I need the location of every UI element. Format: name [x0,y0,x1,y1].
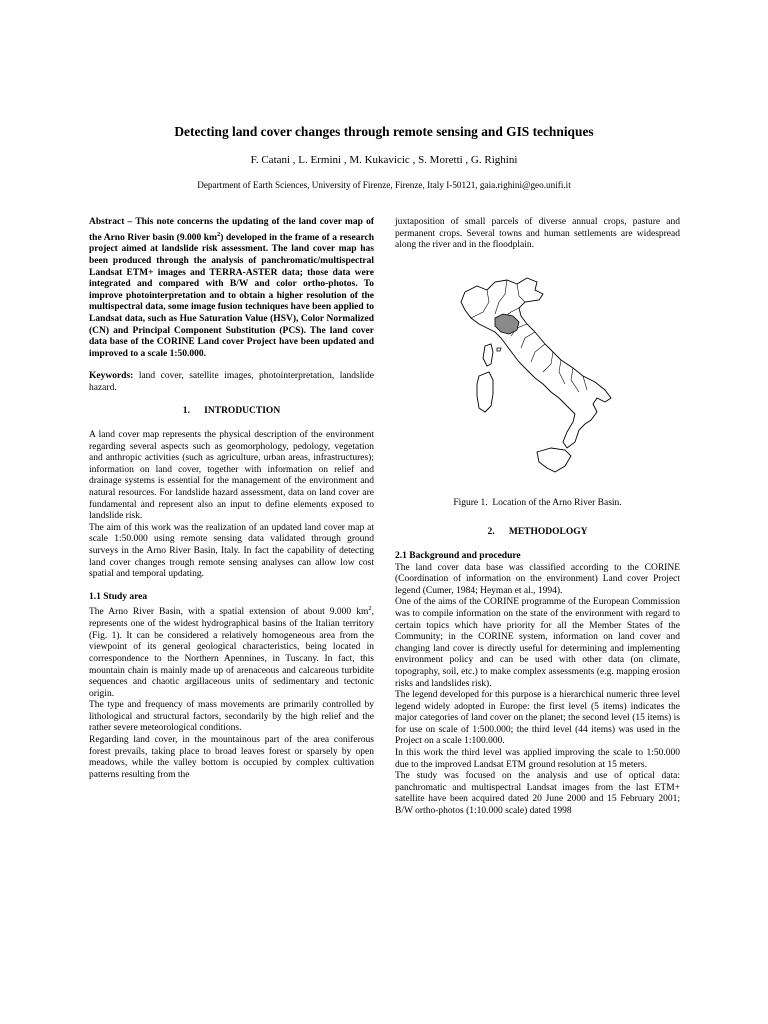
abstract [89,217,374,360]
introduction-paragraph: The aim of this work was the realization of an updated land cover map at scale 1:50.000 using remote sensing data validated through ground surveys in the Arno River Basin, Italy. In fact the capability of detecting land cover changes trough remote sensing analyses can allow low cost spatial and temporal updating. [89,522,374,580]
study-area-text-b: , represents one of the widest hydrographical basins of the Italian territory (Fig. 1). It can be considered a relatively homogeneous area from the viewpoint of its general geological characteristics, being located in correspondence to the Northern Apennines, in Tuscany. In fact, this mountain chain is mainly made up of arenaceous and calcareous turbidite sequences and chaotic argillaceous units of sedimentary and tectonic origin. [89,607,374,699]
methodology-heading: 2. METHODOLOGY [487,527,588,538]
author-list: F. Catani , L. Ermini , M. Kukavicic , S. Moretti , G. Righini [250,154,518,166]
keywords-text: land cover, satellite images, photointerpretation, landslide hazard. [89,371,374,393]
figure-italy-map [395,272,680,490]
background-paragraph: In this work the third level was applied improving the scale to 1:50.000 due to the improved Landsat ETM ground resolution at 15 meters. [395,748,680,770]
introduction-heading: 1. INTRODUCTION [182,406,281,417]
study-area-paragraph: Regarding land cover, in the mountainous part of the area coniferous forest prevails, taking place to broad leaves forest or sparsely by open meadows, while the valley bottom is occupied by complex cultivation patterns resulting from the [89,735,374,780]
italy-mainland-shape [461,278,611,448]
left-column [89,217,374,781]
study-area-superscript: 2 [368,605,372,613]
elba-shape [497,348,501,351]
italy-map-graphic [455,272,625,490]
study-area-heading: 1.1 Study area [89,591,148,602]
right-column [395,217,680,818]
background-heading: 2.1 Background and procedure [395,550,521,561]
affiliation: Department of Earth Sciences, University of Firenze, Firenze, Italy I-50121, gaia.righini@geo.unifi.it [197,180,571,190]
background-paragraph: The legend developed for this purpose is a hierarchical numeric three level legend widely adopted in Europe: the first level (5 items) indicates the major categories of land cover on the planet; the second level (15 items) is for use on scale of 1:500.000; the third level (44 items) was used in the Project on a scale 1:100.000. [395,690,680,747]
study-area-paragraph [89,603,374,700]
abstract-label: Abstract – [89,217,133,227]
abstract-superscript: 2 [216,230,221,238]
keywords [89,371,374,394]
sardinia-shape [477,372,493,412]
introduction-paragraph: A land cover map represents the physical description of the environment regarding several aspects such as geomorphology, pedology, vegetation and anthropic activities (such as agriculture, urban areas, infrastructures); information on land cover, together with information on relief and drainage systems is essential for the management of the environment and natural resources. For landslide hazard assessment, data on land cover are fundamental and represent also an input to define elements exposed to landslide risk. [89,430,374,522]
figure-caption: Figure 1. Location of the Arno River Basin. [453,497,622,508]
abstract-text-b: ) developed in the frame of a research project aimed at landslide risk assessment. The land cover map has been produced through the analysis of panchromatic/multispectral Landsat ETM+ images and TERRA-ASTER data; those data were integrated and compared with B/W and color ortho-photos. To improve photointerpretation and to obtain a higher resolution of the multispectral data, some image fusion techniques have been applied to Landsat data, such as Hue Saturation Value (HSV), Color Normalized (CN) and Principal Component Substitution (PCS). The land cover data base of the CORINE Land cover Project have been updated and improved to a scale 1:50.000. [89,232,374,359]
background-paragraph: One of the aims of the CORINE programme of the European Commission was to compile information on the state of the environment with regard to certain topics which have priority for all the Member States of the Community; in the CORINE system, information on land cover and changing land cover is directly useful for determining and implementing environment policy and can be used with other data (on climate, topography, soil, etc.) to make complex assessments (e.g. mapping erosion risks and landslides risk). [395,597,680,689]
corsica-shape [483,344,493,366]
sicily-shape [537,448,571,472]
background-paragraph: The land cover data base was classified according to the CORINE (Coordination of information on the environment) Land cover Project legend (Cumer, 1984; Heyman et al., 1994). [395,562,680,596]
study-area-text-a: The Arno River Basin, with a spatial extension of about 9.000 km [89,607,369,618]
paper-title: Detecting land cover changes through remote sensing and GIS techniques [174,124,594,139]
study-area-paragraph: The type and frequency of mass movements are primarily controlled by lithological and structural factors, secondarily by the high relief and the rather severe meteorological conditions. [89,700,374,734]
right-paragraph: juxtaposition of small parcels of diverse annual crops, pasture and permanent crops. Several towns and human settlements are widespread along the river and in the floodplain. [395,217,680,251]
keywords-label: Keywords: [89,371,134,382]
background-paragraph: The study was focused on the analysis and use of optical data: panchromatic and multispectral Landsat images from the last ETM+ satellite have been acquired dated 20 June 2000 and 15 February 2001; B/W ortho-photos (1:10.000 scale) dated 1998 [395,771,680,817]
abstract-text-a: This note concerns the updating of the land cover map of the Arno River basin (9.000 km [89,217,374,243]
